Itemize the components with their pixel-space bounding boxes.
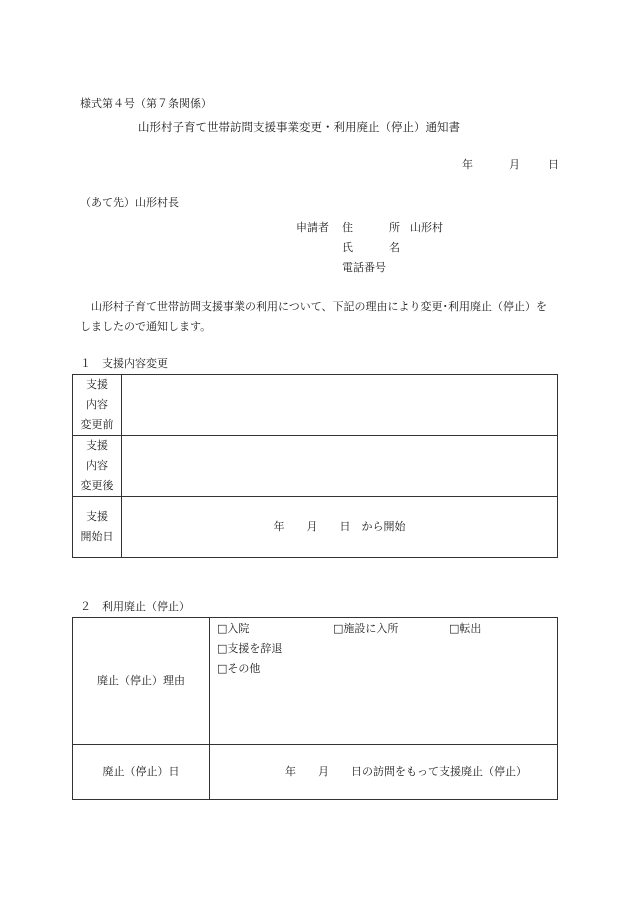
reason-label: 廃止（停止）理由 <box>73 618 210 745</box>
start-date-field[interactable]: 年 月 日 から開始 <box>122 497 558 558</box>
option-moved[interactable]: □転出 <box>449 621 482 635</box>
option-other[interactable]: □その他 <box>217 661 261 675</box>
address-label: 住 所 <box>342 220 400 234</box>
form-number: 様式第４号（第７条関係） <box>80 97 212 110</box>
before-change-field[interactable] <box>122 375 558 436</box>
discontinuation-date-label: 廃止（停止）日 <box>73 745 210 800</box>
address-value: 山形村 <box>410 220 443 234</box>
applicant-address-row <box>296 218 443 238</box>
phone-label: 電話番号 <box>342 260 386 274</box>
discontinuation-date-field[interactable]: 年 月 日の訪問をもって支援廃止（停止） <box>210 745 558 800</box>
start-date-label: 支援 開始日 <box>73 497 122 558</box>
reason-options <box>210 618 558 745</box>
table-row <box>73 745 558 800</box>
option-hospitalized[interactable]: □入院 <box>217 621 250 635</box>
applicant-role: 申請者 <box>296 220 329 234</box>
table-row <box>73 497 558 558</box>
name-label: 氏 名 <box>342 240 400 254</box>
applicant-block <box>296 218 443 278</box>
applicant-name-row <box>296 238 443 258</box>
section2-heading: ２ 利用廃止（停止） <box>80 600 190 613</box>
applicant-phone-row <box>296 258 443 278</box>
date-year-label: 年 <box>462 158 473 171</box>
support-change-table <box>72 374 558 558</box>
option-declined[interactable]: □支援を辞退 <box>217 641 283 655</box>
before-change-label: 支援 内容 変更前 <box>73 375 122 436</box>
date-line <box>462 158 559 172</box>
discontinuation-table <box>72 617 558 800</box>
addressee: （あて先）山形村長 <box>80 196 179 209</box>
option-facility[interactable]: □施設に入所 <box>333 621 399 635</box>
table-row <box>73 436 558 497</box>
table-row <box>73 618 558 745</box>
section1-heading: １ 支援内容変更 <box>80 357 168 370</box>
after-change-label: 支援 内容 変更後 <box>73 436 122 497</box>
table-row <box>73 375 558 436</box>
date-day-label: 日 <box>548 158 559 171</box>
notice-body-text: 山形村子育て世帯訪問支援事業の利用について、下記の理由により変更･利用廃止（停止）をしましたので通知します。 <box>80 300 548 333</box>
date-month-label: 月 <box>509 158 520 171</box>
document-title: 山形村子育て世帯訪問支援事業変更・利用廃止（停止）通知書 <box>138 120 460 134</box>
after-change-field[interactable] <box>122 436 558 497</box>
